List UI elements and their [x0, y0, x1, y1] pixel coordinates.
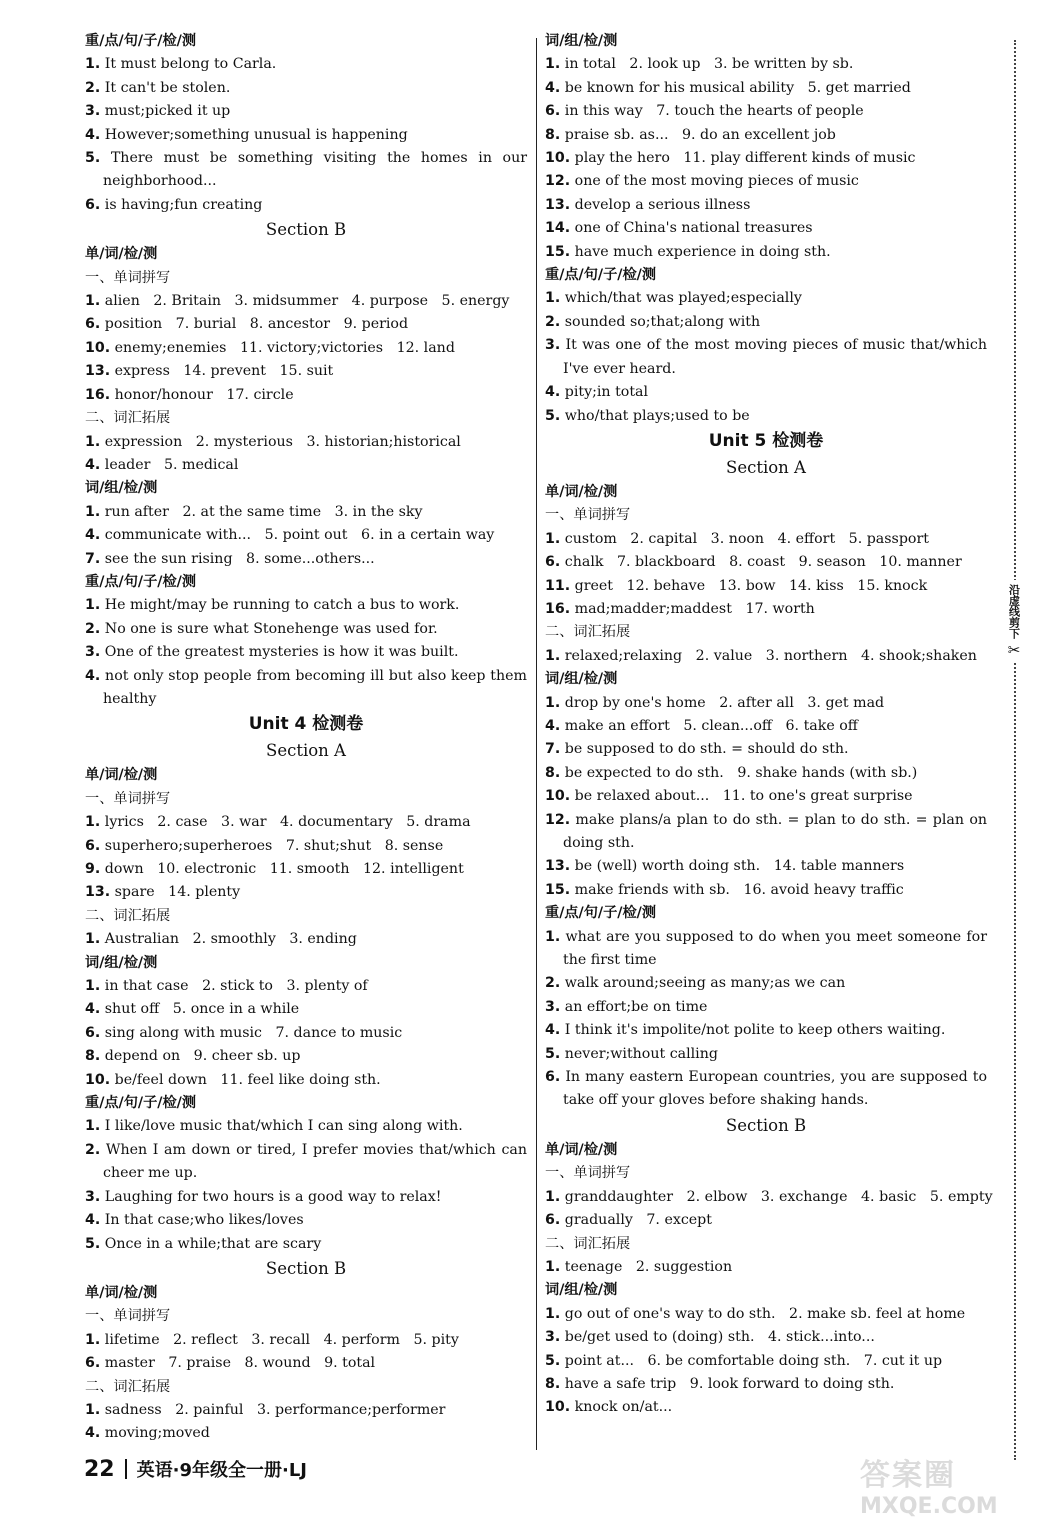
answer-line — [545, 217, 987, 240]
section-header: 单/词/检/测 — [85, 767, 158, 784]
answer-text: play the hero 11. play different kinds of music — [570, 150, 916, 167]
cut-line — [1014, 40, 1016, 1460]
answer-line — [85, 858, 527, 881]
item-number: 3. — [545, 1329, 561, 1346]
answer-line — [545, 147, 987, 170]
answer-text: have a safe trip 9. look forward to doing sth. — [560, 1375, 895, 1392]
answer-text: be/get used to (doing) sth. 4. stick...into... — [560, 1329, 875, 1346]
item-number: 6. — [85, 837, 101, 854]
item-number: 1. — [85, 597, 101, 614]
item-number: 1. — [85, 1401, 101, 1418]
answer-line — [545, 551, 987, 574]
section-title: Section A — [266, 741, 346, 761]
answer-text: praise sb. as... 9. do an excellent job — [560, 126, 836, 143]
answer-text: expression 2. mysterious 3. historian;historical — [100, 433, 461, 450]
item-number: 4. — [85, 456, 101, 473]
answer-text: Laughing for two hours is a good way to relax! — [100, 1188, 442, 1205]
answer-text: sounded so;that;along with — [560, 313, 761, 330]
item-number: 1. — [545, 530, 561, 547]
answer-text: see the sun rising 8. some...others... — [100, 550, 375, 567]
answer-line — [545, 241, 987, 264]
answer-line — [85, 835, 527, 858]
answer-text: communicate with... 5. point out 6. in a certain way — [100, 527, 495, 544]
item-number: 6. — [545, 1212, 561, 1229]
section-title: Section A — [726, 457, 806, 477]
answer-text: knock on/at... — [570, 1399, 673, 1416]
answer-text: be known for his musical ability 5. get married — [560, 79, 911, 96]
column-divider — [536, 38, 537, 1450]
answer-line — [545, 1326, 987, 1349]
answer-line — [545, 528, 987, 551]
item-number: 1. — [545, 928, 561, 945]
item-number: 12. — [545, 811, 571, 828]
item-number: 6. — [85, 1024, 101, 1041]
answer-text: One of the greatest mysteries is how it was built. — [100, 644, 459, 661]
answer-text: one of China's national treasures — [570, 220, 813, 237]
answer-text: sadness 2. painful 3. performance;performer — [100, 1401, 446, 1418]
subsection-label: 一、单词拼写 — [545, 507, 631, 524]
answer-text: drop by one's home 2. after all 3. get mad — [560, 694, 885, 711]
answer-line — [85, 431, 527, 454]
answer-text: position 7. burial 8. ancestor 9. period — [100, 316, 409, 333]
answer-line — [545, 575, 987, 598]
section-header: 词/组/检/测 — [545, 671, 618, 688]
subsection-label: 二、词汇拓展 — [85, 410, 171, 427]
answer-line — [85, 147, 527, 194]
answer-text: make an effort 5. clean...off 6. take off — [560, 717, 858, 734]
answer-text: spare 14. plenty — [110, 884, 241, 901]
answer-line — [545, 334, 987, 381]
item-number: 5. — [85, 1235, 101, 1252]
section-header: 词/组/检/测 — [545, 33, 618, 49]
answer-text: have much experience in doing sth. — [570, 243, 831, 260]
answer-text: leader 5. medical — [100, 456, 239, 473]
answer-text: be expected to do sth. 9. shake hands (with sb.) — [560, 764, 918, 781]
answer-line — [85, 290, 527, 313]
item-number: 7. — [545, 741, 561, 758]
answer-line — [545, 194, 987, 217]
section-header: 重/点/句/子/检/测 — [85, 33, 197, 49]
answer-line — [85, 124, 527, 147]
answer-line — [85, 641, 527, 664]
item-number: 1. — [545, 56, 561, 73]
item-number: 1. — [85, 293, 101, 310]
left-column — [85, 30, 527, 1446]
answer-line — [85, 1045, 527, 1068]
item-number: 15. — [545, 243, 571, 260]
item-number: 1. — [85, 931, 101, 948]
answer-text: in total 2. look up 3. be written by sb. — [560, 56, 854, 73]
section-title: Section B — [265, 220, 347, 240]
section-title: Section B — [725, 1115, 807, 1135]
item-number: 7. — [85, 550, 101, 567]
answer-text: master 7. praise 8. wound 9. total — [100, 1355, 376, 1372]
item-number: 10. — [85, 1071, 111, 1088]
answer-line — [85, 53, 527, 76]
subsection-label: 二、词汇拓展 — [545, 1235, 631, 1252]
answer-text: must;picked it up — [100, 103, 231, 120]
item-number: 1. — [85, 433, 101, 450]
answer-line — [85, 1115, 527, 1138]
watermark-text: 答案圈 — [860, 1458, 956, 1493]
answer-line — [85, 1233, 527, 1256]
answer-text: point at... 6. be comfortable doing sth. 7. cut it up — [560, 1352, 943, 1369]
answer-line — [85, 384, 527, 407]
item-number: 4. — [85, 1212, 101, 1229]
answer-line — [85, 337, 527, 360]
answer-text: what are you supposed to do when you meet someone for the first time — [560, 928, 987, 969]
answer-line — [85, 194, 527, 217]
item-number: 6. — [85, 1355, 101, 1372]
section-header: 单/词/检/测 — [545, 1141, 618, 1158]
item-number: 1. — [545, 1305, 561, 1322]
answer-line — [85, 811, 527, 834]
answer-text: custom 2. capital 3. noon 4. effort 5. passport — [560, 530, 929, 547]
section-title: Section B — [265, 1258, 347, 1278]
answer-line — [545, 1350, 987, 1373]
answer-text: be/feel down 11. feel like doing sth. — [110, 1071, 381, 1088]
answer-line — [545, 645, 987, 668]
item-number: 4. — [85, 1001, 101, 1018]
answer-text: In that case;who likes/loves — [100, 1212, 304, 1229]
item-number: 4. — [85, 1425, 101, 1442]
answer-line — [545, 381, 987, 404]
watermark-url: MXQE.COM — [860, 1494, 998, 1519]
item-number: 8. — [545, 1375, 561, 1392]
watermark-logo — [860, 1450, 1030, 1530]
answer-text: develop a serious illness — [570, 196, 751, 213]
section-header: 单/词/检/测 — [545, 483, 618, 500]
item-number: 5. — [545, 407, 561, 424]
item-number: 8. — [545, 764, 561, 781]
item-number: 1. — [85, 56, 101, 73]
item-number: 4. — [545, 79, 561, 96]
item-number: 4. — [85, 126, 101, 143]
cut-label — [1004, 580, 1024, 661]
answer-line — [85, 1422, 527, 1445]
subsection-label: 一、单词拼写 — [85, 1308, 171, 1325]
answer-text: No one is sure what Stonehenge was used for. — [100, 620, 438, 637]
answer-line — [85, 1139, 527, 1186]
item-number: 1. — [85, 503, 101, 520]
section-header: 词/组/检/测 — [85, 480, 158, 497]
item-number: 6. — [545, 103, 561, 120]
answer-text: be supposed to do sth. = should do sth. — [560, 741, 849, 758]
item-number: 11. — [545, 577, 571, 594]
subsection-label: 二、词汇拓展 — [545, 624, 631, 641]
answer-line — [545, 855, 987, 878]
scissors-icon: ✂ — [1007, 641, 1021, 659]
answer-text: depend on 9. cheer sb. up — [100, 1048, 301, 1065]
section-header: 重/点/句/子/检/测 — [545, 905, 657, 922]
item-number: 6. — [545, 1069, 561, 1086]
answer-line — [85, 1022, 527, 1045]
answer-line — [545, 100, 987, 123]
item-number: 1. — [85, 978, 101, 995]
answer-line — [545, 124, 987, 147]
answer-text: In many eastern European countries, you are supposed to take off your gloves before shaking hands. — [560, 1069, 987, 1109]
item-number: 4. — [85, 527, 101, 544]
section-header: 单/词/检/测 — [85, 246, 158, 263]
answer-text: There must be something visiting the homes in our neighborhood... — [100, 150, 527, 190]
footer-divider — [125, 1459, 127, 1479]
answer-text: granddaughter 2. elbow 3. exchange 4. basic 5. empty — [560, 1188, 993, 1205]
page-footer — [84, 1456, 307, 1482]
answer-text: be (well) worth doing sth. 14. table manners — [570, 858, 905, 875]
subsection-label: 二、词汇拓展 — [85, 1378, 171, 1395]
answer-text: pity;in total — [560, 384, 649, 401]
answer-text: relaxed;relaxing 2. value 3. northern 4. shook;shaken — [560, 647, 977, 664]
item-number: 1. — [545, 1188, 561, 1205]
answer-line — [545, 715, 987, 738]
section-header: 词/组/检/测 — [545, 1282, 618, 1299]
answer-line — [85, 501, 527, 524]
item-number: 8. — [545, 126, 561, 143]
answer-text: which/that was played;especially — [560, 290, 802, 307]
item-number: 10. — [545, 788, 571, 805]
answer-text: chalk 7. blackboard 8. coast 9. season 10. manner — [560, 554, 962, 571]
item-number: 2. — [545, 313, 561, 330]
section-header: 单/词/检/测 — [85, 1284, 158, 1301]
answer-line — [545, 1186, 993, 1209]
answer-line — [85, 360, 527, 383]
answer-text: make friends with sb. 16. avoid heavy traffic — [570, 881, 904, 898]
answer-text: However;something unusual is happening — [100, 126, 408, 143]
subsection-label: 二、词汇拓展 — [85, 907, 171, 924]
answer-text: lifetime 2. reflect 3. recall 4. perform 5. pity — [100, 1331, 459, 1348]
item-number: 6. — [545, 554, 561, 571]
answer-text: shut off 5. once in a while — [100, 1001, 300, 1018]
item-number: 4. — [85, 667, 101, 684]
item-number: 10. — [545, 150, 571, 167]
answer-text: lyrics 2. case 3. war 4. documentary 5. drama — [100, 814, 471, 831]
item-number: 4. — [545, 1022, 561, 1039]
answer-text: I like/love music that/which I can sing along with. — [100, 1118, 463, 1135]
item-number: 1. — [85, 1331, 101, 1348]
answer-line — [85, 594, 527, 617]
answer-text: never;without calling — [560, 1045, 718, 1062]
answer-text: I think it's impolite/not polite to keep others waiting. — [560, 1022, 946, 1039]
answer-line — [85, 1399, 527, 1422]
answer-text: It was one of the most moving pieces of music that/which I've ever heard. — [560, 337, 987, 377]
answer-line — [85, 1186, 527, 1209]
answer-text: one of the most moving pieces of music — [570, 173, 859, 190]
answer-line — [545, 311, 987, 334]
item-number: 2. — [85, 620, 101, 637]
answer-line — [545, 809, 987, 856]
item-number: 8. — [85, 1048, 101, 1065]
item-number: 16. — [545, 600, 571, 617]
answer-text: express 14. prevent 15. suit — [110, 363, 334, 380]
answer-line — [85, 1329, 527, 1352]
answer-text: It must belong to Carla. — [100, 56, 277, 73]
answer-text: sing along with music 7. dance to music — [100, 1024, 403, 1041]
item-number: 2. — [85, 79, 101, 96]
answer-line — [545, 77, 987, 100]
answer-text: enemy;enemies 11. victory;victories 12. land — [110, 339, 455, 356]
answer-text: run after 2. at the same time 3. in the sky — [100, 503, 423, 520]
section-header: 重/点/句/子/检/测 — [545, 267, 657, 284]
answer-line — [545, 762, 987, 785]
item-number: 13. — [545, 858, 571, 875]
item-number: 1. — [85, 1118, 101, 1135]
book-title: 英语·9年级全一册·LJ — [136, 1460, 307, 1481]
answer-line — [85, 881, 527, 904]
answer-line — [545, 1209, 987, 1232]
answer-text: who/that plays;used to be — [560, 407, 750, 424]
item-number: 1. — [545, 647, 561, 664]
answer-line — [545, 785, 987, 808]
answer-text: moving;moved — [100, 1425, 210, 1442]
section-header: 词/组/检/测 — [85, 954, 158, 971]
answer-line — [545, 996, 987, 1019]
item-number: 5. — [545, 1352, 561, 1369]
answer-line — [85, 998, 527, 1021]
answer-line — [545, 53, 987, 76]
answer-text: Once in a while;that are scary — [100, 1235, 322, 1252]
answer-text: gradually 7. except — [560, 1212, 712, 1229]
answer-text: greet 12. behave 13. bow 14. kiss 15. knock — [570, 577, 928, 594]
item-number: 1. — [545, 694, 561, 711]
subsection-label: 一、单词拼写 — [85, 790, 171, 807]
answer-text: make plans/a plan to do sth. = plan to do sth. = plan on doing sth. — [563, 811, 987, 851]
item-number: 4. — [545, 717, 561, 734]
answer-text: alien 2. Britain 3. midsummer 4. purpose 5. energy — [100, 293, 510, 310]
answer-text: not only stop people from becoming ill but also keep them healthy — [100, 667, 527, 707]
section-header: 重/点/句/子/检/测 — [85, 1095, 197, 1112]
answer-text: honor/honour 17. circle — [110, 386, 294, 403]
item-number: 3. — [85, 103, 101, 120]
answer-line — [545, 598, 987, 621]
answer-line — [545, 1019, 987, 1042]
answer-text: go out of one's way to do sth. 2. make sb. feel at home — [560, 1305, 966, 1322]
answer-text: in that case 2. stick to 3. plenty of — [100, 978, 368, 995]
answer-line — [545, 879, 987, 902]
item-number: 12. — [545, 173, 571, 190]
item-number: 10. — [85, 339, 111, 356]
answer-line — [545, 1066, 987, 1113]
answer-line — [545, 1373, 987, 1396]
item-number: 3. — [85, 644, 101, 661]
answer-line — [85, 975, 527, 998]
answer-text: teenage 2. suggestion — [560, 1258, 733, 1275]
answer-text: He might/may be running to catch a bus to work. — [100, 597, 460, 614]
item-number: 15. — [545, 881, 571, 898]
subsection-label: 一、单词拼写 — [545, 1165, 631, 1182]
answer-text: in this way 7. touch the hearts of people — [560, 103, 864, 120]
item-number: 13. — [545, 196, 571, 213]
answer-line — [85, 100, 527, 123]
unit-title: Unit 5 检测卷 — [708, 430, 824, 451]
answer-text: It can't be stolen. — [100, 79, 231, 96]
answer-line — [545, 405, 987, 428]
answer-line — [545, 972, 987, 995]
item-number: 6. — [85, 196, 101, 213]
answer-text: Australian 2. smoothly 3. ending — [100, 931, 357, 948]
answer-line — [85, 618, 527, 641]
cut-label-text: 沿虚线剪下 — [1007, 584, 1021, 639]
item-number: 1. — [545, 290, 561, 307]
item-number: 5. — [85, 150, 101, 167]
answer-line — [85, 524, 527, 547]
right-column — [545, 30, 993, 1420]
item-number: 3. — [85, 1188, 101, 1205]
answer-text: walk around;seeing as many;as we can — [560, 975, 846, 992]
answer-text: down 10. electronic 11. smooth 12. intelligent — [100, 861, 464, 877]
item-number: 14. — [545, 220, 571, 237]
item-number: 16. — [85, 386, 111, 403]
section-header: 重/点/句/子/检/测 — [85, 573, 197, 590]
item-number: 13. — [85, 363, 111, 380]
answer-line — [545, 170, 987, 193]
item-number: 5. — [545, 1045, 561, 1062]
item-number: 2. — [545, 975, 561, 992]
unit-title: Unit 4 检测卷 — [248, 714, 364, 735]
answer-line — [545, 287, 987, 310]
answer-line — [545, 1256, 987, 1279]
answer-line — [85, 1352, 527, 1375]
answer-line — [85, 77, 527, 100]
answer-line — [85, 665, 527, 712]
answer-line — [545, 926, 987, 973]
answer-line — [85, 313, 527, 336]
answer-text: an effort;be on time — [560, 998, 708, 1015]
answer-text: be relaxed about... 11. to one's great surprise — [570, 788, 913, 805]
item-number: 1. — [85, 814, 101, 831]
item-number: 4. — [545, 384, 561, 401]
answer-line — [85, 454, 527, 477]
answer-line — [545, 738, 987, 761]
item-number: 10. — [545, 1399, 571, 1416]
answer-line — [85, 548, 527, 571]
item-number: 6. — [85, 316, 101, 333]
item-number: 1. — [545, 1258, 561, 1275]
answer-line — [545, 1396, 987, 1419]
answer-text: is having;fun creating — [100, 196, 263, 213]
subsection-label: 一、单词拼写 — [85, 269, 171, 286]
answer-text: When I am down or tired, I prefer movies that/which can cheer me up. — [100, 1141, 527, 1182]
item-number: 2. — [85, 1141, 101, 1158]
answer-text: mad;madder;maddest 17. worth — [570, 600, 815, 617]
answer-text: superhero;superheroes 7. shut;shut 8. sense — [100, 837, 444, 854]
answer-line — [85, 928, 527, 951]
item-number: 3. — [545, 337, 561, 354]
answer-line — [85, 1069, 527, 1092]
item-number: 9. — [85, 861, 101, 877]
page-number: 22 — [84, 1457, 115, 1482]
answer-line — [545, 1043, 987, 1066]
item-number: 13. — [85, 884, 111, 901]
answer-line — [545, 692, 987, 715]
item-number: 3. — [545, 998, 561, 1015]
answer-line — [545, 1303, 987, 1326]
answer-line — [85, 1209, 527, 1232]
